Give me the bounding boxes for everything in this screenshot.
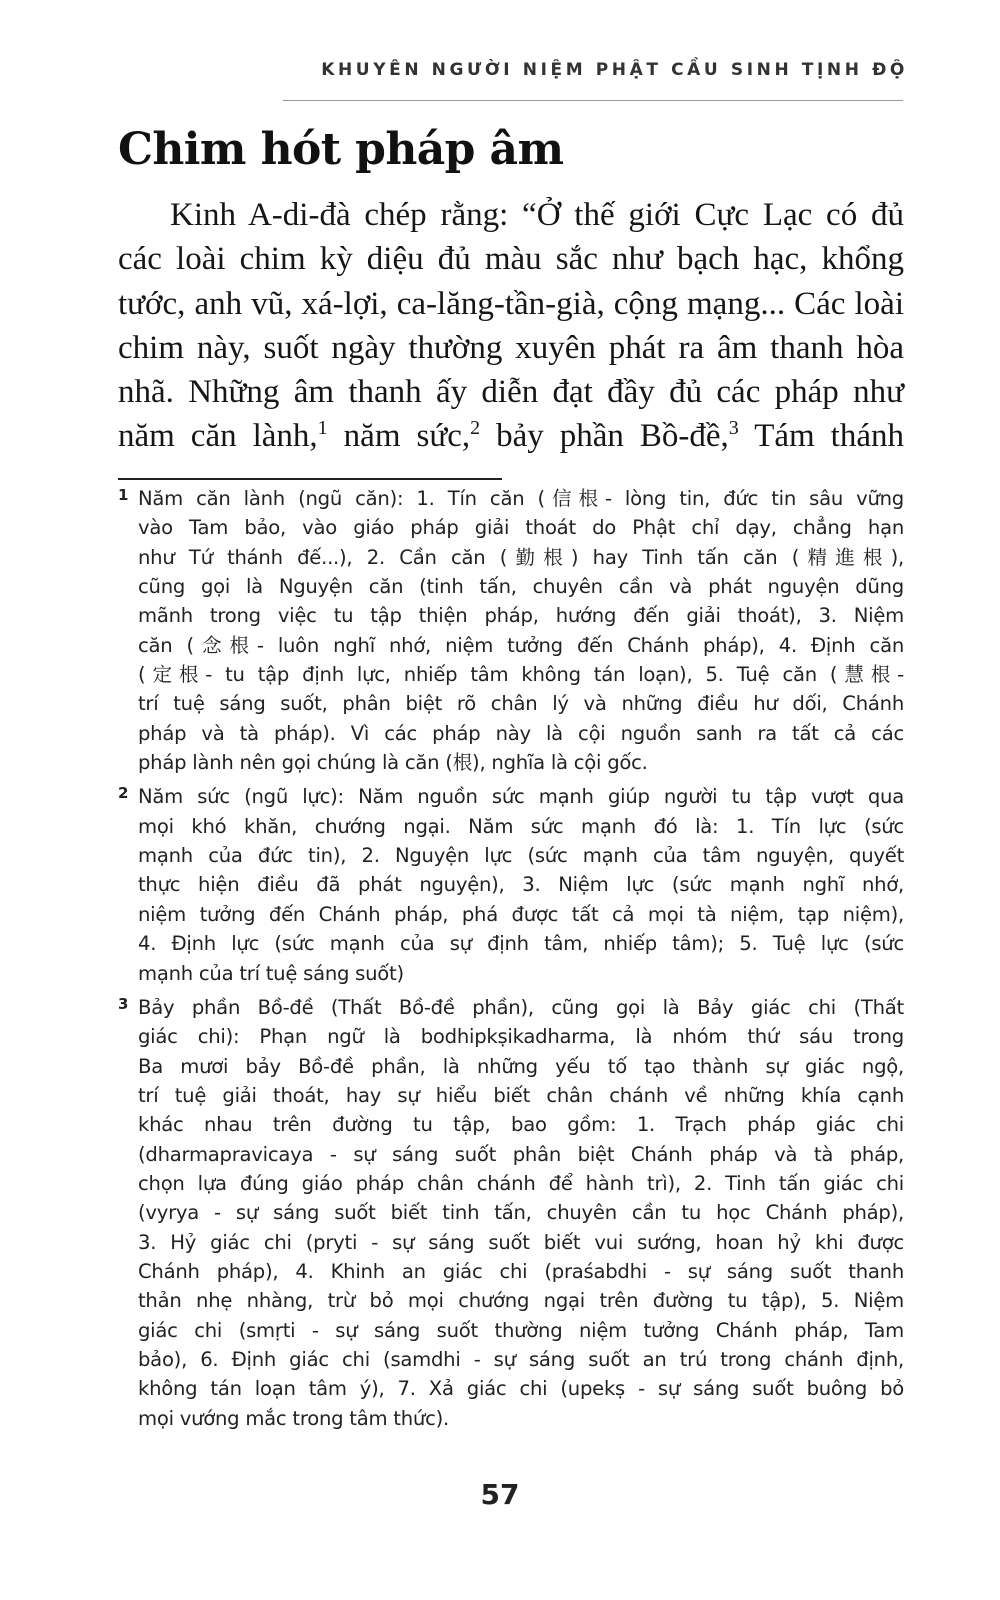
body-text-segment: bảy phần Bồ-đề, <box>480 418 729 455</box>
footnote-line: Bảy phần Bồ-đề (Thất Bồ-đề phần), cũng gọi là Bảy giác chi (Thất <box>138 995 904 1019</box>
running-header: KHUYÊN NGƯỜI NIỆM PHẬT CẦU SINH TỊNH ĐỘ <box>321 60 908 80</box>
body-text-segment: Tám thánh <box>738 418 904 455</box>
footnote-ref-3[interactable]: 3 <box>728 417 739 440</box>
footnote-line: (vyrya - sự sáng suốt biết tinh tấn, chuyên cần tu học Chánh pháp), <box>138 1201 904 1225</box>
body-text-segment: năm sức, <box>327 418 471 455</box>
footnote-line: giác chi (smṛti - sự sáng suốt thường niệm tưởng Chánh pháp, Tam <box>138 1318 904 1342</box>
body-line: Kinh A-di-đà chép rằng: “Ở thế giới Cực Lạc có đủ <box>170 197 904 233</box>
footnote-line: trí tuệ giải thoát, hay sự hiểu biết chân chánh về những khía cạnh <box>138 1083 904 1107</box>
footnote-line: mọi vướng mắc trong tâm thức). <box>138 1406 449 1430</box>
footnote-line: (定根- tu tập định lực, nhiếp tâm không tán loạn), 5. Tuệ căn (慧根- <box>138 663 904 687</box>
body-paragraph <box>118 193 904 459</box>
footnote-line: pháp và tà pháp). Vì các pháp này là cội nguồn sanh ra tất cả các <box>138 721 904 745</box>
footnote-line: bảo), 6. Định giác chi (samdhi - sự sáng suốt an trú trong chánh định, <box>138 1347 904 1371</box>
footnote-line: Năm căn lành (ngũ căn): 1. Tín căn (信根- lòng tin, đức tin sâu vững <box>138 487 904 510</box>
footnote-line: mạnh của trí tuệ sáng suốt) <box>138 961 404 985</box>
footnote-line: 4. Định lực (sức mạnh của sự định tâm, nhiếp tâm); 5. Tuệ lực (sức <box>138 932 904 956</box>
footnote-divider <box>118 478 502 480</box>
footnote-2 <box>118 782 904 987</box>
body-line: các loài chim kỳ diệu đủ màu sắc như bạch hạc, khổng <box>118 241 904 278</box>
chapter-title: Chim hót pháp âm <box>118 124 564 175</box>
footnotes-section <box>118 484 904 1438</box>
footnote-line: chọn lựa đúng giáo pháp chân chánh để hành trì), 2. Tinh tấn giác chi <box>138 1171 904 1195</box>
header-divider <box>283 100 903 101</box>
footnote-ref-1[interactable]: 1 <box>317 417 328 440</box>
footnote-line: thản nhẹ nhàng, trừ bỏ mọi chướng ngại trên đường tu tập), 5. Niệm <box>138 1289 904 1313</box>
footnote-line: khác nhau trên đường tu tập, bao gồm: 1. Trạch pháp giác chi <box>138 1113 904 1137</box>
footnote-line: trí tuệ sáng suốt, phân biệt rõ chân lý và những điều hư dối, Chánh <box>138 692 904 716</box>
footnote-line: thực hiện điều đã phát nguyện), 3. Niệm lực (sức mạnh nghĩ nhớ, <box>138 873 904 897</box>
footnote-line: vào Tam bảo, vào giáo pháp giải thoát do Phật chỉ dạy, chẳng hạn <box>138 516 904 540</box>
footnote-line: Ba mươi bảy Bồ-đề phần, là những yếu tố tạo thành sự giác ngộ, <box>138 1054 904 1078</box>
footnote-line: mạnh của đức tin), 2. Nguyện lực (sức mạnh của tâm nguyện, quyết <box>138 844 904 868</box>
footnote-line: giác chi): Phạn ngữ là bodhipkṣikadharma, là nhóm thứ sáu trong <box>138 1025 904 1049</box>
footnote-line: Chánh pháp), 4. Khinh an giác chi (praśabdhi - sự sáng suốt thanh <box>138 1259 904 1283</box>
footnote-ref-2[interactable]: 2 <box>470 417 481 440</box>
footnote-line: pháp lành nên gọi chúng là căn (根), nghĩa là cội gốc. <box>138 751 648 775</box>
footnote-number: 3 <box>118 994 129 1013</box>
footnote-line: không tán loạn tâm ý), 7. Xả giác chi (upekṣ - sự sáng suốt buông bỏ <box>138 1377 904 1401</box>
footnote-line: cũng gọi là Nguyện căn (tinh tấn, chuyên cần và phát nguyện dũng <box>138 575 904 599</box>
page-number: 57 <box>480 1478 520 1511</box>
body-line: tước, anh vũ, xá-lợi, ca-lăng-tần-già, cộng mạng... Các loài <box>118 285 904 322</box>
footnote-line: căn (念根- luôn nghĩ nhớ, niệm tưởng đến Chánh pháp), 4. Định căn <box>138 633 904 657</box>
footnote-line: như Tứ thánh đế...), 2. Cần căn (勤根) hay Tinh tấn căn (精進根), <box>138 545 904 569</box>
footnote-3 <box>118 993 904 1433</box>
footnote-line: mãnh trong việc tu tập thiện pháp, hướng đến giải thoát), 3. Niệm <box>138 604 904 628</box>
body-line-last <box>118 414 904 458</box>
footnote-line: mọi khó khăn, chướng ngại. Năm sức mạnh đó là: 1. Tín lực (sức <box>138 814 904 838</box>
body-line: nhã. Những âm thanh ấy diễn đạt đầy đủ các pháp như <box>118 374 904 411</box>
body-text-segment: năm căn lành, <box>118 418 318 455</box>
footnote-line: (dharmapravicaya - sự sáng suốt phân biệt Chánh pháp và tà pháp, <box>138 1142 904 1166</box>
body-line: chim này, suốt ngày thường xuyên phát ra âm thanh hòa <box>118 329 904 366</box>
footnote-line: Năm sức (ngũ lực): Năm nguồn sức mạnh giúp người tu tập vượt qua <box>138 785 904 809</box>
footnote-1 <box>118 484 904 777</box>
footnote-line: niệm tưởng đến Chánh pháp, phá được tất cả mọi tà niệm, tạp niệm), <box>138 902 904 926</box>
footnote-line: 3. Hỷ giác chi (pryti - sự sáng suốt biết vui sướng, hoan hỷ khi được <box>138 1230 904 1254</box>
footnote-number: 2 <box>118 784 129 803</box>
footnote-number: 1 <box>118 486 129 504</box>
